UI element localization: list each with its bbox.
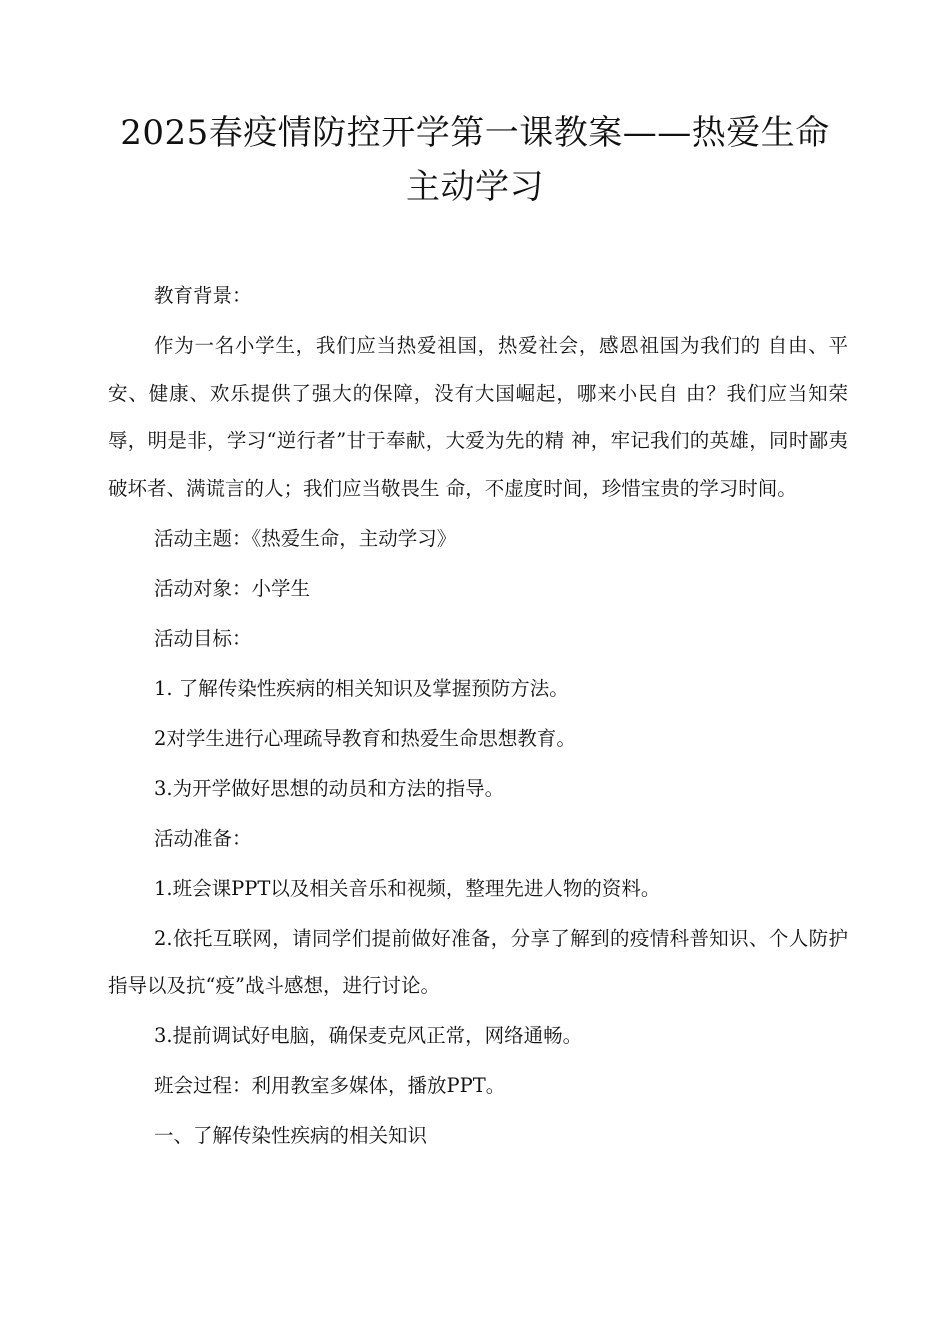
paragraph-preparation-3: 3.提前调试好电脑，确保麦克风正常，网络通畅。 xyxy=(154,1024,583,1047)
paragraph-goal-1: 1. 了解传染性疾病的相关知识及掌握预防方法。 xyxy=(154,676,569,700)
paragraph-preparation-2: 2.依托互联网，请同学们提前做好准备，分享了解到的疫情科普知识、个人防护指导以及抗“疫”战斗感想，进行讨论。 xyxy=(108,926,848,997)
paragraph-activity-theme: 活动主题：《热爱生命，主动学习》 xyxy=(154,526,457,550)
document-title xyxy=(90,106,860,214)
title-line-2: 主动学习 xyxy=(406,167,544,207)
paragraph-class-process: 班会过程：利用教室多媒体，播放PPT。 xyxy=(154,1074,506,1097)
title-line-1: 2025春疫情防控开学第一课教案——热爱生命 xyxy=(120,113,830,153)
paragraph-activity-goals-heading: 活动目标： xyxy=(154,626,252,650)
paragraph-activity-target: 活动对象：小学生 xyxy=(154,576,311,600)
paragraph-goal-3: 3.为开学做好思想的动员和方法的指导。 xyxy=(154,776,505,800)
paragraph-education-background: 作为一名小学生，我们应当热爱祖国，热爱社会，感恩祖国为我们的 自由、平安、健康、欢乐提供了强大的保障，没有大国崛起，哪来小民自 由？我们应当知荣辱，明是非，学习“逆行者”甘于奉献，大爱为先的精 神，牢记我们的英雄，同时鄙夷破坏者、满谎言的人；我们应当敬畏生 命，不虚度时间，珍惜宝贵的学习时间。 xyxy=(108,334,848,500)
paragraph-goal-2: 2对学生进行心理疏导教育和热爱生命思想教育。 xyxy=(154,726,576,750)
document-body xyxy=(108,272,848,1162)
paragraph-preparation-1: 1.班会课PPT以及相关音乐和视频，整理先进人物的资料。 xyxy=(154,876,661,900)
paragraph-section-1-heading: 一、了解传染性疾病的相关知识 xyxy=(154,1124,428,1147)
paragraph-preparation-heading: 活动准备： xyxy=(154,826,252,850)
paragraph-education-background-heading: 教育背景： xyxy=(154,284,252,307)
